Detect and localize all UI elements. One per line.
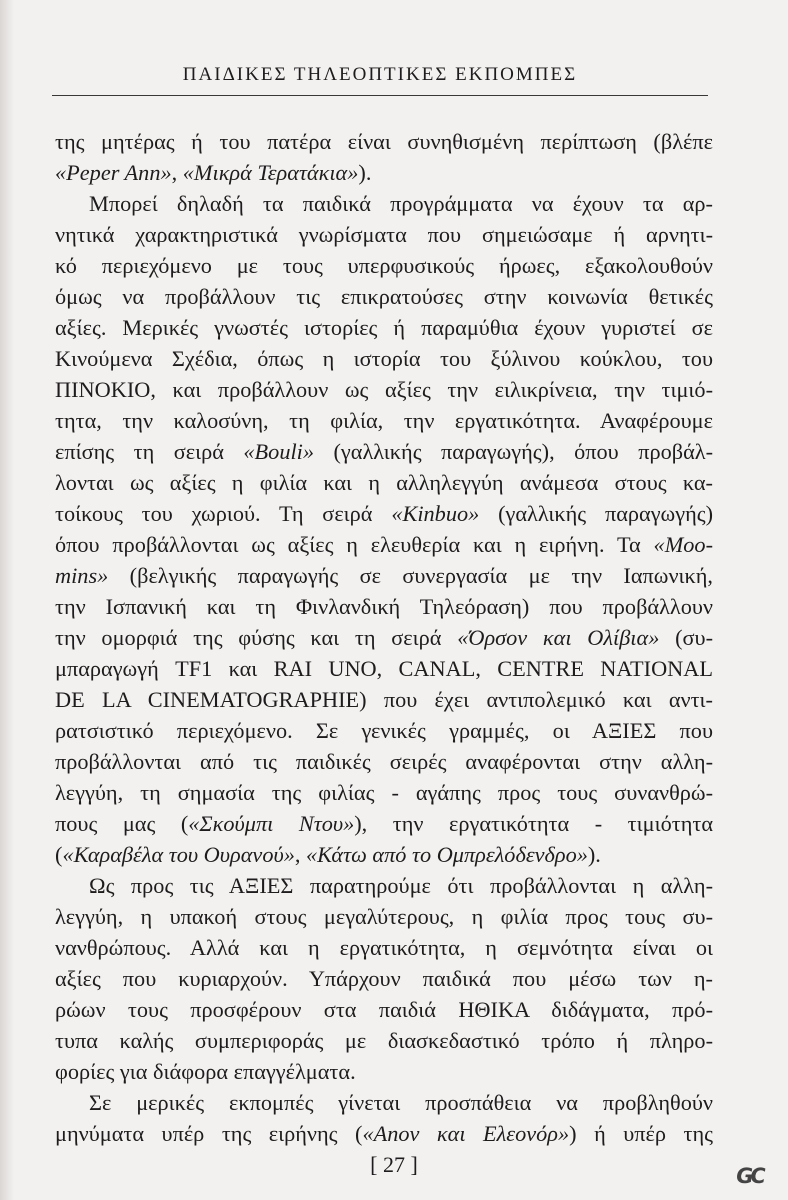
- text-line: [55, 405, 713, 436]
- text-segment: λεγγύη, η υπακοή στους μεγαλύτερους, η φιλία προς τους συ-: [55, 904, 713, 929]
- text-segment: (γαλλικής παραγωγής): [479, 501, 713, 526]
- italic-title-segment: «Peper Ann»: [55, 160, 172, 185]
- italic-title-segment: «Μικρά Τερατάκια»: [182, 160, 359, 185]
- text-line: [55, 591, 713, 622]
- text-segment: κό περιεχόμενο με τους υπερφυσικούς ήρωες, εξακολουθούν: [55, 253, 713, 278]
- text-line: [55, 188, 713, 219]
- italic-title-segment: «Καραβέλα του Ουρανού»: [62, 842, 295, 867]
- text-line: [55, 157, 713, 188]
- text-line: [55, 932, 713, 963]
- text-line: [55, 1087, 713, 1118]
- text-segment: τητα, την καλοσύνη, τη φιλία, την εργατικότητα. Αναφέρουμε: [55, 408, 713, 433]
- italic-title-segment: «Moo-: [653, 532, 713, 557]
- text-segment: (συ-: [659, 625, 713, 650]
- italic-title-segment: mins»: [55, 563, 109, 588]
- text-line: [55, 219, 713, 250]
- text-segment: (γαλλικής παραγωγής), όπου προβάλ-: [314, 439, 713, 464]
- text-line: [55, 994, 713, 1025]
- text-segment: τοίκους του χωριού. Τη σειρά: [55, 501, 392, 526]
- text-segment: την Ισπανική και τη Φινλανδική Τηλεόραση) που προβάλλουν: [55, 594, 713, 619]
- text-segment: φορίες για διάφορα επαγγέλματα.: [55, 1059, 356, 1084]
- text-segment: ρώων τους προσφέρουν στα παιδιά ΗΘΙΚΑ διδάγματα, πρό-: [55, 997, 713, 1022]
- text-segment: νητικά χαρακτηριστικά γνωρίσματα που σημειώσαμε ή αρνητι-: [55, 222, 713, 247]
- text-segment: νανθρώπους. Αλλά και η εργατικότητα, η σεμνότητα είναι οι: [55, 935, 713, 960]
- text-line: [55, 250, 713, 281]
- text-line: [55, 529, 713, 560]
- text-segment: ΠΙΝΟΚΙΟ, και προβάλλουν ως αξίες την ειλικρίνεια, την τιμιό-: [55, 377, 713, 402]
- text-segment: ,: [294, 842, 307, 867]
- text-segment: μπαραγωγή TF1 και RAI UNO, CANAL, CENTRE NATIONAL: [55, 656, 713, 681]
- text-line: [55, 281, 713, 312]
- running-header: ΠΑΙΔΙΚΕΣ ΤΗΛΕΟΠΤΙΚΕΣ ΕΚΠΟΜΠΕΣ: [182, 64, 578, 85]
- text-segment: όμως να προβάλλουν τις επικρατούσες στην κοινωνία θετικές: [55, 284, 713, 309]
- text-line: [55, 870, 713, 901]
- text-line: [55, 963, 713, 994]
- text-line: [55, 777, 713, 808]
- text-segment: ), την εργατικότητα - τιμιότητα: [354, 811, 713, 836]
- text-segment: ,: [171, 160, 183, 185]
- text-segment: (βελγικής παραγωγής σε συνεργασία με την Ιαπωνική,: [108, 563, 713, 588]
- text-segment: μηνύματα υπέρ της ειρήνης (: [55, 1121, 363, 1146]
- text-line: [55, 1025, 713, 1056]
- text-segment: πους μας (: [55, 811, 189, 836]
- watermark-text: GC: [734, 1164, 765, 1188]
- text-line: [55, 1056, 713, 1087]
- text-line: [55, 715, 713, 746]
- text-line: [55, 374, 713, 405]
- text-segment: Κινούμενα Σχέδια, όπως η ιστορία του ξύλινου κούκλου, του: [55, 346, 713, 371]
- text-segment: λεγγύη, τη σημασία της φιλίας - αγάπης προς τους συνανθρώ-: [55, 780, 713, 805]
- text-line: [55, 467, 713, 498]
- text-line: [55, 343, 713, 374]
- text-line: [55, 498, 713, 529]
- text-line: [55, 901, 713, 932]
- italic-title-segment: «Kinbuo»: [391, 501, 480, 526]
- text-segment: (: [55, 842, 63, 867]
- text-segment: όπου προβάλλονται ως αξίες η ελευθερία και η ειρήνη. Τα: [55, 532, 654, 557]
- text-segment: DE LA CINEMATOGRAPHIE) που έχει αντιπολεμικό και αντι-: [55, 687, 713, 712]
- text-line: [55, 684, 713, 715]
- text-segment: Σε μερικές εκπομπές γίνεται προσπάθεια να προβληθούν: [89, 1090, 713, 1115]
- page-edge-shadow: [0, 0, 14, 1200]
- italic-title-segment: «Anov και Ελεονόρ»: [362, 1121, 570, 1146]
- text-line: [55, 1118, 713, 1149]
- text-line: [55, 312, 713, 343]
- text-line: [55, 653, 713, 684]
- text-segment: ).: [358, 160, 372, 185]
- italic-title-segment: «Σκούμπι Ντου»: [188, 811, 355, 836]
- text-segment: ρατσιστικό περιεχόμενο. Σε γενικές γραμμές, οι ΑΞΙΕΣ που: [55, 718, 713, 743]
- text-segment: της μητέρας ή του πατέρα είναι συνηθισμένη περίπτωση (βλέπε: [55, 129, 713, 154]
- text-line: [55, 622, 713, 653]
- italic-title-segment: «Bouli»: [243, 439, 315, 464]
- text-segment: αξίες που κυριαρχούν. Υπάρχουν παιδικά που μέσω των η-: [55, 966, 713, 991]
- text-segment: επίσης τη σειρά: [55, 439, 244, 464]
- text-line: [55, 126, 713, 157]
- text-segment: Μπορεί δηλαδή τα παιδικά προγράμματα να έχουν τα αρ-: [89, 191, 713, 216]
- text-segment: Ως προς τις ΑΞΙΕΣ παρατηρούμε ότι προβάλλονται η αλλη-: [89, 873, 713, 898]
- italic-title-segment: «Κάτω από το Ομπρελόδενδρο»: [306, 842, 588, 867]
- text-segment: ).: [587, 842, 601, 867]
- italic-title-segment: «Όρσον και Ολίβια»: [457, 625, 660, 650]
- page-number: [ 27 ]: [370, 1152, 418, 1177]
- text-segment: την ομορφιά της φύσης και τη σειρά: [55, 625, 458, 650]
- text-segment: ) ή υπέρ της: [569, 1121, 713, 1146]
- text-line: [55, 436, 713, 467]
- body-text: [55, 126, 713, 1149]
- text-line: [55, 746, 713, 777]
- text-segment: προβάλλονται από τις παιδικές σειρές αναφέρονται στην αλλη-: [55, 749, 713, 774]
- gc-watermark-logo: [734, 1164, 779, 1188]
- text-line: [55, 560, 713, 591]
- text-line: [55, 808, 713, 839]
- text-segment: λονται ως αξίες η φιλία και η αλληλεγγύη ανάμεσα στους κα-: [55, 470, 713, 495]
- header-rule: [52, 95, 708, 96]
- text-line: [55, 839, 713, 870]
- text-segment: τυπα καλής συμπεριφοράς με διασκεδαστικό τρόπο ή πληρο-: [55, 1028, 713, 1053]
- text-segment: αξίες. Μερικές γνωστές ιστορίες ή παραμύθια έχουν γυριστεί σε: [55, 315, 713, 340]
